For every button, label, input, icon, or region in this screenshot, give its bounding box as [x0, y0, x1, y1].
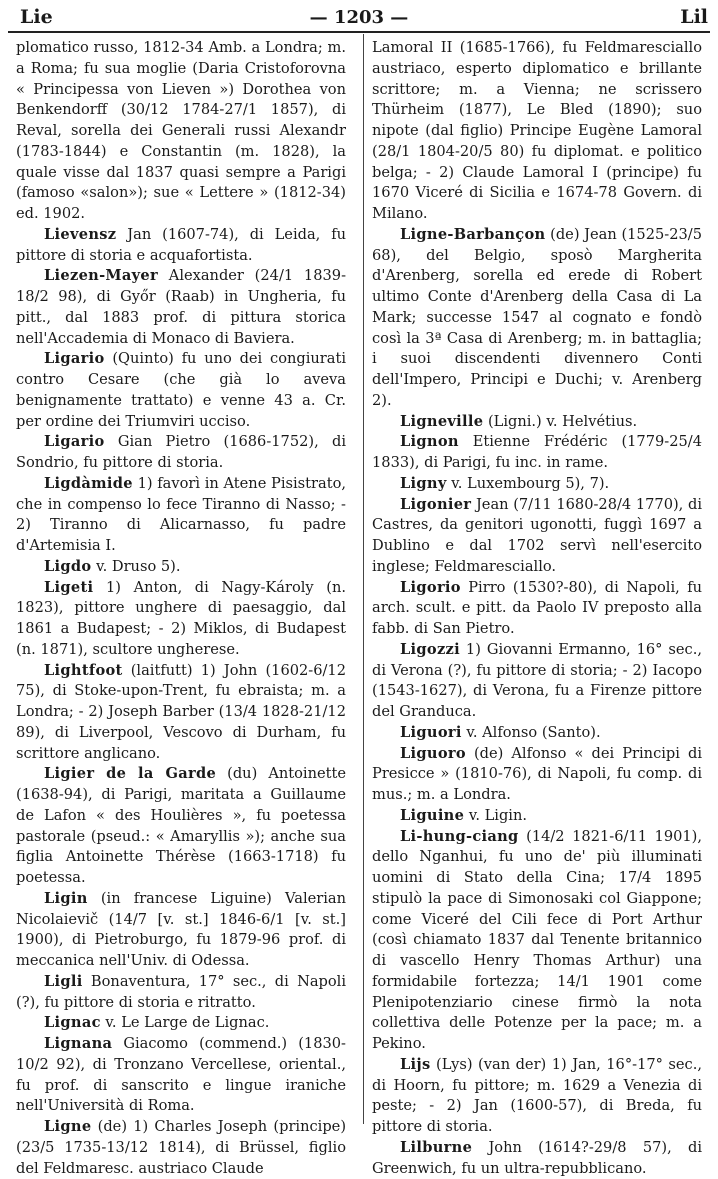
- dictionary-entry: [372, 1055, 702, 1138]
- entry-text: 1) Anton, di Nagy-Károly (n. 1823), pittore unghere di paesaggio, dal 1861 a Budapest; - 2) Miklos, di Budapest (n. 1871), scultore ungherese.: [16, 578, 347, 658]
- dictionary-entry: [16, 578, 346, 661]
- dictionary-entry: [372, 578, 702, 640]
- header-rule: [8, 31, 710, 33]
- entry-text: Jean (7/11 1680-28/4 1770), di Castres, da genitori ugonotti, fuggì 1697 a Dublino e dal 1702 servì nell'esercito inglese; Feldmaresciallo.: [372, 495, 702, 575]
- dictionary-entry: [372, 827, 702, 1055]
- dictionary-entry: [16, 1034, 346, 1117]
- dictionary-entry: [16, 889, 346, 972]
- entry-text: Giacomo (commend.) (1830-10/2 92), di Tronzano Vercellese, oriental., fu prof. di sanscrito e lingue iraniche nell'Università di Roma.: [16, 1035, 346, 1115]
- dictionary-entry: [16, 38, 346, 225]
- entry-text: plomatico russo, 1812-34 Amb. a Londra; m. a Roma; fu sua moglie (Daria Cristoforovna « Principessa von Lieven ») Dorothea von Benkendorff (30/12 1784-27/1 1857), di Reval, sorella dei Generali russi Alexandr (1783-1844) e Constantin (m. 1828), la quale visse dal 1837 quasi sempre a Parigi (famoso «salon»); sue « Lettere » (1812-34) ed. 1902.: [16, 39, 346, 222]
- entry-text: v. Druso 5).: [96, 557, 181, 575]
- entry-headword: Ligin: [44, 889, 88, 907]
- column-divider: [363, 34, 364, 1124]
- entry-headword: Ligne-Barbançon: [400, 225, 546, 243]
- dictionary-entry: [372, 640, 702, 723]
- dictionary-entry: [372, 1138, 702, 1179]
- entry-headword: Lignon: [400, 433, 459, 451]
- dictionary-entry: [16, 557, 346, 578]
- entry-text: 1) favorì in Atene Pisistrato, che in compenso lo fece Tiranno di Nasso; - 2) Tiranno di Alicarnasso, fu padre d'Artemisia I.: [16, 474, 347, 554]
- page-number: — 1203 —: [309, 7, 409, 28]
- dictionary-entry: [16, 764, 346, 889]
- entry-text: Alexander (24/1 1839-18/2 98), di Győr (Raab) in Ungheria, fu pitt., dal 1883 prof. di pittura storica nell'Accademia di Monaco di Baviera.: [16, 267, 346, 347]
- dictionary-entry: [372, 412, 702, 433]
- entry-text: John (1614?-29/8 57), di Greenwich, fu un ultra-repubblicano.: [372, 1138, 703, 1177]
- entry-text: Lamoral II (1685-1766), fu Feldmaresciallo austriaco, esperto diplomatico e brillante scrittore; m. a Vienna; ne scrissero Thürheim (1877), Le Bled (1890); suo nipote (dal figlio) Principe Eugène Lamoral (28/1 1804-20/5 80) fu diplomat. e politico belga; - 2) Claude Lamoral I (principe) fu 1670 Viceré di Sicilia e 1674-78 Govern. di Milano.: [372, 39, 702, 222]
- dictionary-entry: [16, 1117, 346, 1179]
- header-right-guideword: Lil: [680, 6, 708, 28]
- entry-headword: Ligorio: [400, 578, 461, 596]
- left-column: [16, 38, 346, 1179]
- entry-text: (Ligni.) v. Helvétius.: [487, 412, 638, 430]
- entry-headword: Ligdo: [44, 557, 92, 575]
- entry-text: v. Ligin.: [468, 806, 528, 824]
- dictionary-entry: [16, 661, 346, 765]
- header-left-guideword: Lie: [20, 6, 53, 28]
- entry-headword: Ligonier: [400, 495, 472, 513]
- dictionary-entry: [16, 266, 346, 349]
- entry-headword: Ligario: [44, 433, 105, 451]
- dictionary-entry: [16, 1013, 346, 1034]
- entry-headword: Ligier de la Garde: [44, 765, 217, 783]
- entry-text: (laitfutt) 1) John (1602-6/12 75), di Stoke-upon-Trent, fu ebraista; m. a Londra; - 2) Joseph Barber (13/4 1828-21/12 89), di Liverpool, Vescovo di Durham, fu scrittore anglicano.: [16, 661, 346, 762]
- entry-text: 1) Giovanni Ermanno, 16° sec., di Verona (?), fu pittore di storia; - 2) Iacopo (1543-1627), di Verona, fu a Firenze pittore del Granduca.: [372, 640, 702, 720]
- entry-headword: Liezen-Mayer: [44, 267, 158, 285]
- dictionary-entry: [372, 495, 702, 578]
- entry-text: Etienne Frédéric (1779-25/4 1833), di Parigi, fu inc. in rame.: [372, 433, 702, 471]
- entry-headword: Lignana: [44, 1035, 113, 1052]
- dictionary-entry: [372, 806, 702, 827]
- entry-text: Pirro (1530?-80), di Napoli, fu arch. scult. e pitt. da Paolo IV preposto alla fabb. di San Pietro.: [372, 578, 703, 637]
- entry-headword: Ligne: [44, 1118, 92, 1135]
- entry-headword: Ligozzi: [400, 640, 460, 658]
- entry-text: v. Luxembourg 5), 7).: [451, 474, 610, 492]
- entry-text: v. Alfonso (Santo).: [466, 723, 601, 741]
- entry-headword: Lievensz: [44, 225, 117, 243]
- dictionary-entry: [16, 225, 346, 267]
- entry-headword: Ligario: [44, 350, 105, 368]
- entry-text: Bonaventura, 17° sec., di Napoli (?), fu pittore di storia e ritratto.: [16, 972, 346, 1011]
- dictionary-entry: [16, 349, 346, 432]
- dictionary-entry: [372, 225, 702, 412]
- entry-headword: Liguori: [400, 723, 462, 741]
- entry-text: (Lys) (van der) 1) Jan, 16°-17° sec., di Hoorn, fu pittore; m. 1629 a Venezia di peste; - 2) Jan (1600-57), di Breda, fu pittore di storia.: [372, 1055, 703, 1135]
- entry-text: Jan (1607-74), di Leida, fu pittore di storia e acquafortista.: [16, 225, 346, 264]
- entry-text: v. Le Large de Lignac.: [105, 1014, 270, 1032]
- dictionary-entry: [372, 432, 702, 474]
- entry-headword: Lilburne: [400, 1138, 473, 1156]
- entry-headword: Liguine: [400, 806, 465, 824]
- entry-text: (14/2 1821-6/11 1901), dello Nganhui, fu uno de' più illuminati uomini di Stato della Cina; 17/4 1895 stipulò la pace di Simonosaki col Giappone; come Viceré del Cili fece di Port Arthur (così chiamato 1837 dal Tenente britannico di vascello Henry Thomas Arthur) una formidabile fortezza; 14/1 1901 come Plenipotenziario cinese firmò la nota collettiva delle Potenze per la pace; m. a Pekino.: [372, 827, 703, 1052]
- entry-text: (du) Antoinette (1638-94), di Parigi, maritata a Guillaume de Lafon « des Houlières », fu poetessa pastorale (pseud.: « Amaryllis »); anche sua figlia Antoinette Thérèse (1663-1718) fu poetessa.: [16, 765, 346, 886]
- entry-text: (Quinto) fu uno dei congiurati contro Cesare (che già lo aveva benignamente trattato) e venne 43 a. Cr. per ordine dei Triumviri ucciso.: [16, 350, 346, 430]
- dictionary-entry: [16, 432, 346, 474]
- dictionary-entry: [372, 474, 702, 495]
- entry-headword: Lijs: [400, 1055, 431, 1073]
- dictionary-entry: [372, 744, 702, 806]
- entry-headword: Li-hung-ciang: [400, 827, 519, 845]
- dictionary-entry: [16, 474, 346, 557]
- dictionary-entry: [16, 972, 346, 1014]
- entry-headword: Liguoro: [400, 744, 466, 762]
- dictionary-entry: [372, 38, 702, 225]
- entry-headword: Ligneville: [400, 412, 484, 430]
- right-column: [372, 38, 702, 1179]
- entry-headword: Ligli: [44, 972, 83, 990]
- entry-headword: Lignac: [44, 1014, 101, 1032]
- entry-text: (de) 1) Charles Joseph (principe) (23/5 1735-13/12 1814), di Brüssel, figlio del Feldmaresc. austriaco Claude: [16, 1118, 347, 1177]
- entry-text: (de) Alfonso « dei Principi di Presicce » (1810-76), di Napoli, fu comp. di mus.; m. a Londra.: [372, 744, 702, 803]
- entry-text: (de) Jean (1525-23/5 68), del Belgio, sposò Margherita d'Arenberg, sorella ed erede di Robert ultimo Conte d'Arenberg della Casa di La Mark; successe 1547 al cognato e fondò così la 3ª Casa di Arenberg; m. in battaglia; i suoi discendenti divennero Conti dell'Impero, Principi e Duchi; v. Arenberg 2).: [372, 225, 702, 409]
- entry-headword: Ligny: [400, 474, 447, 492]
- entry-headword: Lightfoot: [44, 661, 123, 679]
- entry-text: Gian Pietro (1686-1752), di Sondrio, fu pittore di storia.: [16, 433, 347, 471]
- entry-headword: Ligeti: [44, 578, 94, 596]
- entry-headword: Ligdàmide: [44, 474, 133, 492]
- page-header: [0, 0, 718, 34]
- entry-text: (in francese Liguine) Valerian Nicolaievič (14/7 [v. st.] 1846-6/1 [v. st.] 1900), di Pietroburgo, fu 1879-96 prof. di meccanica nell'Univ. di Odessa.: [16, 889, 346, 969]
- dictionary-entry: [372, 723, 702, 744]
